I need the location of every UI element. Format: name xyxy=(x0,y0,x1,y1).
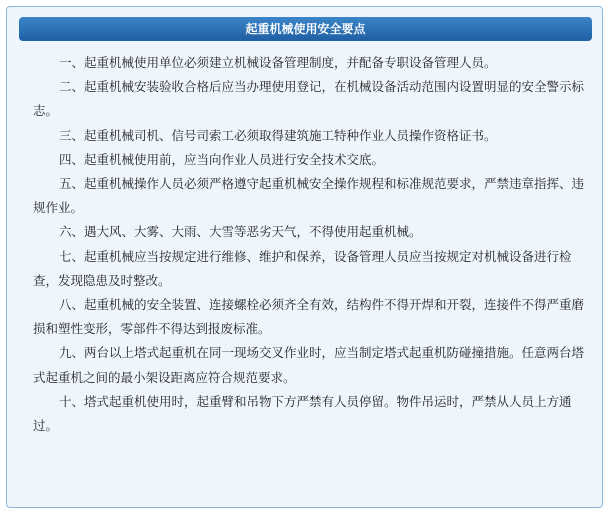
list-item: 十、塔式起重机使用时，起重臂和吊物下方严禁有人员停留。物件吊运时，严禁从人员上方通过。 xyxy=(33,393,572,434)
list-item: 三、起重机械司机、信号司索工必须取得建筑施工特种作业人员操作资格证书。 xyxy=(59,127,497,143)
safety-points-panel xyxy=(6,6,603,508)
list-item: 二、起重机械安装验收合格后应当办理使用登记，在机械设备活动范围内设置明显的安全警示标志。 xyxy=(33,79,585,119)
list-item: 八、起重机械的安全装置、连接螺栓必须齐全有效，结构件不得开焊和开裂，连接件不得严重磨损和塑性变形，零部件不得达到报废标准。 xyxy=(33,297,585,337)
safety-points-list xyxy=(33,51,590,438)
panel-title: 起重机械使用安全要点 xyxy=(19,17,592,41)
list-item: 九、两台以上塔式起重机在同一现场交叉作业时，应当制定塔式起重机防碰撞措施。任意两台塔式起重机之间的最小架设距离应符合规范要求。 xyxy=(33,345,585,385)
list-item: 五、起重机械操作人员必须严格遵守起重机械安全操作规程和标准规范要求，严禁违章指挥、违规作业。 xyxy=(33,176,585,216)
list-item: 七、起重机械应当按规定进行维修、维护和保养，设备管理人员应当按规定对机械设备进行检查，发现隐患及时整改。 xyxy=(33,248,572,288)
list-item: 六、遇大风、大雾、大雨、大雪等恶劣天气，不得使用起重机械。 xyxy=(59,224,422,240)
list-item: 四、起重机械使用前，应当向作业人员进行安全技术交底。 xyxy=(59,151,385,167)
list-item: 一、起重机械使用单位必须建立机械设备管理制度，并配备专职设备管理人员。 xyxy=(59,55,497,70)
